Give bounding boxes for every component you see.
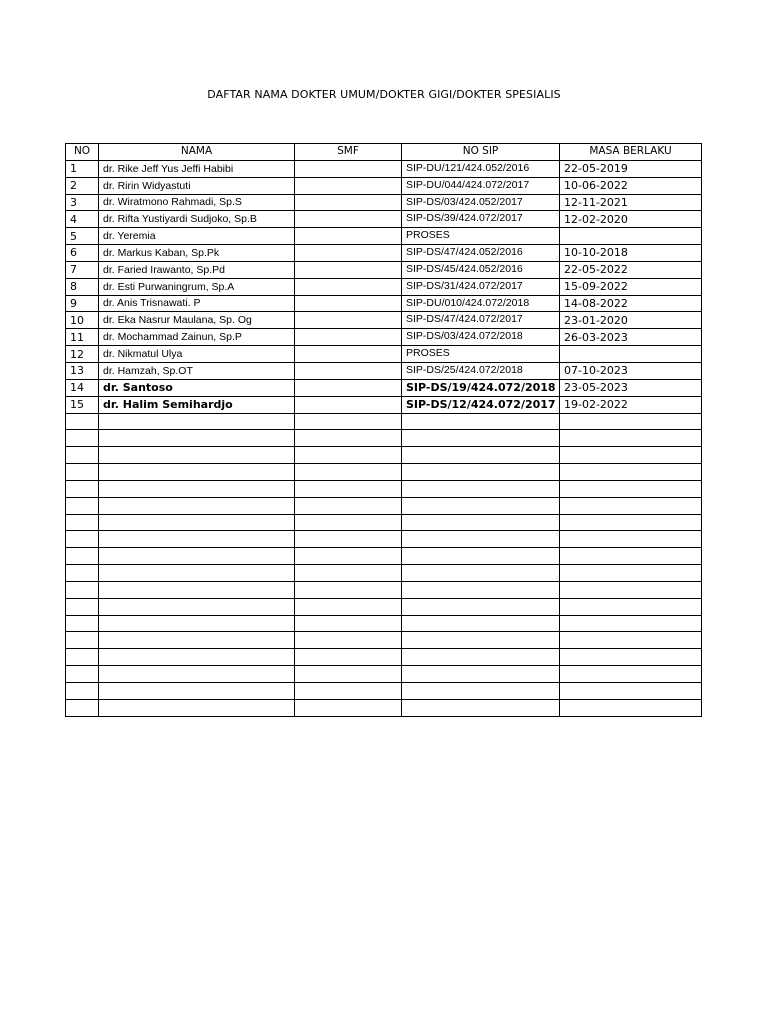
empty-table-row bbox=[66, 514, 702, 531]
empty-cell bbox=[66, 464, 99, 481]
empty-cell bbox=[560, 565, 702, 582]
empty-cell bbox=[402, 565, 560, 582]
empty-cell bbox=[402, 430, 560, 447]
cell-nama: dr. Eka Nasrur Maulana, Sp. Og bbox=[99, 312, 295, 329]
empty-table-row bbox=[66, 565, 702, 582]
empty-cell bbox=[402, 548, 560, 565]
empty-cell bbox=[560, 480, 702, 497]
empty-cell bbox=[402, 598, 560, 615]
empty-cell bbox=[295, 565, 402, 582]
cell-no: 6 bbox=[66, 245, 99, 262]
empty-cell bbox=[99, 632, 295, 649]
empty-cell bbox=[66, 699, 99, 716]
table-row bbox=[66, 379, 702, 396]
cell-no-sip: SIP-DU/010/424.072/2018 bbox=[402, 295, 560, 312]
empty-cell bbox=[560, 514, 702, 531]
table-header-row bbox=[66, 144, 702, 161]
empty-cell bbox=[560, 548, 702, 565]
cell-no: 5 bbox=[66, 228, 99, 245]
cell-nama: dr. Nikmatul Ulya bbox=[99, 346, 295, 363]
empty-cell bbox=[99, 430, 295, 447]
empty-cell bbox=[402, 447, 560, 464]
empty-table-row bbox=[66, 430, 702, 447]
empty-cell bbox=[295, 581, 402, 598]
cell-nama: dr. Markus Kaban, Sp.Pk bbox=[99, 245, 295, 262]
empty-cell bbox=[560, 666, 702, 683]
cell-masa-berlaku: 10-06-2022 bbox=[560, 177, 702, 194]
cell-masa-berlaku: 26-03-2023 bbox=[560, 329, 702, 346]
cell-no-sip: SIP-DS/47/424.052/2016 bbox=[402, 245, 560, 262]
empty-cell bbox=[99, 649, 295, 666]
cell-masa-berlaku bbox=[560, 228, 702, 245]
empty-cell bbox=[295, 413, 402, 430]
empty-cell bbox=[295, 598, 402, 615]
cell-smf bbox=[295, 362, 402, 379]
empty-cell bbox=[66, 565, 99, 582]
empty-cell bbox=[402, 480, 560, 497]
empty-cell bbox=[99, 615, 295, 632]
cell-smf bbox=[295, 211, 402, 228]
empty-cell bbox=[560, 497, 702, 514]
empty-cell bbox=[99, 565, 295, 582]
cell-nama: dr. Esti Purwaningrum, Sp.A bbox=[99, 278, 295, 295]
cell-no: 1 bbox=[66, 160, 99, 177]
cell-no-sip: PROSES bbox=[402, 346, 560, 363]
empty-cell bbox=[295, 497, 402, 514]
empty-cell bbox=[99, 464, 295, 481]
empty-cell bbox=[560, 632, 702, 649]
empty-cell bbox=[99, 683, 295, 700]
table-body bbox=[66, 160, 702, 716]
table-row bbox=[66, 346, 702, 363]
table-row bbox=[66, 245, 702, 262]
empty-table-row bbox=[66, 632, 702, 649]
empty-cell bbox=[295, 514, 402, 531]
empty-cell bbox=[66, 666, 99, 683]
cell-nama: dr. Rike Jeff Yus Jeffi Habibi bbox=[99, 160, 295, 177]
empty-table-row bbox=[66, 649, 702, 666]
empty-cell bbox=[560, 447, 702, 464]
cell-smf bbox=[295, 329, 402, 346]
cell-no-sip: SIP-DS/12/424.072/2017 bbox=[402, 396, 560, 413]
cell-nama: dr. Faried Irawanto, Sp.Pd bbox=[99, 261, 295, 278]
cell-no-sip: SIP-DS/03/424.072/2018 bbox=[402, 329, 560, 346]
document-title: DAFTAR NAMA DOKTER UMUM/DOKTER GIGI/DOKTER SPESIALIS bbox=[207, 88, 561, 101]
cell-nama: dr. Santoso bbox=[99, 379, 295, 396]
empty-table-row bbox=[66, 683, 702, 700]
empty-cell bbox=[66, 480, 99, 497]
empty-cell bbox=[66, 683, 99, 700]
cell-nama: dr. Wiratmono Rahmadi, Sp.S bbox=[99, 194, 295, 211]
cell-masa-berlaku: 07-10-2023 bbox=[560, 362, 702, 379]
cell-smf bbox=[295, 346, 402, 363]
empty-cell bbox=[402, 581, 560, 598]
cell-no: 13 bbox=[66, 362, 99, 379]
cell-nama: dr. Rifta Yustiyardi Sudjoko, Sp.B bbox=[99, 211, 295, 228]
empty-cell bbox=[560, 464, 702, 481]
table-row bbox=[66, 295, 702, 312]
empty-cell bbox=[66, 447, 99, 464]
empty-cell bbox=[402, 699, 560, 716]
empty-cell bbox=[295, 699, 402, 716]
empty-cell bbox=[66, 632, 99, 649]
empty-table-row bbox=[66, 581, 702, 598]
empty-cell bbox=[560, 531, 702, 548]
cell-nama: dr. Mochammad Zainun, Sp.P bbox=[99, 329, 295, 346]
cell-no-sip: SIP-DU/121/424.052/2016 bbox=[402, 160, 560, 177]
table-row bbox=[66, 211, 702, 228]
cell-nama: dr. Anis Trisnawati. P bbox=[99, 295, 295, 312]
empty-cell bbox=[560, 581, 702, 598]
empty-cell bbox=[295, 683, 402, 700]
cell-no: 4 bbox=[66, 211, 99, 228]
empty-cell bbox=[99, 447, 295, 464]
cell-no: 8 bbox=[66, 278, 99, 295]
empty-cell bbox=[295, 531, 402, 548]
table-row bbox=[66, 312, 702, 329]
cell-nama: dr. Hamzah, Sp.OT bbox=[99, 362, 295, 379]
header-no-sip: NO SIP bbox=[402, 144, 560, 161]
cell-masa-berlaku: 22-05-2019 bbox=[560, 160, 702, 177]
empty-cell bbox=[402, 413, 560, 430]
empty-cell bbox=[295, 464, 402, 481]
empty-cell bbox=[560, 413, 702, 430]
cell-no-sip: SIP-DS/47/424.072/2017 bbox=[402, 312, 560, 329]
table-row bbox=[66, 160, 702, 177]
header-smf: SMF bbox=[295, 144, 402, 161]
cell-no-sip: SIP-DS/45/424.052/2016 bbox=[402, 261, 560, 278]
cell-masa-berlaku: 12-02-2020 bbox=[560, 211, 702, 228]
empty-table-row bbox=[66, 531, 702, 548]
cell-smf bbox=[295, 228, 402, 245]
cell-no: 3 bbox=[66, 194, 99, 211]
empty-cell bbox=[295, 666, 402, 683]
empty-table-row bbox=[66, 447, 702, 464]
cell-nama: dr. Halim Semihardjo bbox=[99, 396, 295, 413]
empty-table-row bbox=[66, 666, 702, 683]
cell-no: 7 bbox=[66, 261, 99, 278]
table-row bbox=[66, 194, 702, 211]
empty-table-row bbox=[66, 480, 702, 497]
table-row bbox=[66, 177, 702, 194]
cell-smf bbox=[295, 379, 402, 396]
empty-cell bbox=[402, 649, 560, 666]
cell-smf bbox=[295, 177, 402, 194]
cell-no-sip: SIP-DS/19/424.072/2018 bbox=[402, 379, 560, 396]
cell-smf bbox=[295, 295, 402, 312]
empty-cell bbox=[99, 497, 295, 514]
empty-table-row bbox=[66, 497, 702, 514]
empty-cell bbox=[295, 649, 402, 666]
empty-table-row bbox=[66, 615, 702, 632]
empty-cell bbox=[66, 649, 99, 666]
cell-smf bbox=[295, 396, 402, 413]
empty-cell bbox=[560, 615, 702, 632]
cell-masa-berlaku: 12-11-2021 bbox=[560, 194, 702, 211]
cell-smf bbox=[295, 261, 402, 278]
cell-smf bbox=[295, 312, 402, 329]
empty-cell bbox=[402, 497, 560, 514]
empty-cell bbox=[66, 598, 99, 615]
empty-cell bbox=[99, 598, 295, 615]
cell-no-sip: SIP-DS/39/424.072/2017 bbox=[402, 211, 560, 228]
cell-masa-berlaku: 19-02-2022 bbox=[560, 396, 702, 413]
cell-no: 2 bbox=[66, 177, 99, 194]
empty-cell bbox=[66, 497, 99, 514]
cell-smf bbox=[295, 194, 402, 211]
empty-cell bbox=[560, 699, 702, 716]
empty-cell bbox=[402, 615, 560, 632]
empty-cell bbox=[66, 615, 99, 632]
cell-no: 12 bbox=[66, 346, 99, 363]
empty-cell bbox=[560, 683, 702, 700]
empty-cell bbox=[99, 413, 295, 430]
empty-cell bbox=[560, 649, 702, 666]
empty-cell bbox=[295, 632, 402, 649]
empty-cell bbox=[402, 666, 560, 683]
empty-cell bbox=[295, 447, 402, 464]
empty-cell bbox=[560, 430, 702, 447]
table-row bbox=[66, 261, 702, 278]
header-masa-berlaku: MASA BERLAKU bbox=[560, 144, 702, 161]
cell-masa-berlaku: 14-08-2022 bbox=[560, 295, 702, 312]
empty-cell bbox=[402, 464, 560, 481]
empty-cell bbox=[402, 531, 560, 548]
doctor-table bbox=[65, 143, 702, 717]
empty-table-row bbox=[66, 413, 702, 430]
cell-masa-berlaku: 23-05-2023 bbox=[560, 379, 702, 396]
cell-smf bbox=[295, 245, 402, 262]
empty-cell bbox=[295, 548, 402, 565]
empty-cell bbox=[99, 581, 295, 598]
empty-cell bbox=[99, 514, 295, 531]
cell-no: 10 bbox=[66, 312, 99, 329]
table-row bbox=[66, 362, 702, 379]
empty-table-row bbox=[66, 464, 702, 481]
cell-masa-berlaku: 23-01-2020 bbox=[560, 312, 702, 329]
header-nama: NAMA bbox=[99, 144, 295, 161]
table-row bbox=[66, 329, 702, 346]
empty-cell bbox=[295, 615, 402, 632]
empty-cell bbox=[402, 632, 560, 649]
empty-cell bbox=[66, 430, 99, 447]
empty-cell bbox=[99, 699, 295, 716]
empty-table-row bbox=[66, 548, 702, 565]
table-row bbox=[66, 228, 702, 245]
empty-cell bbox=[66, 531, 99, 548]
empty-cell bbox=[66, 514, 99, 531]
empty-cell bbox=[66, 548, 99, 565]
empty-table-row bbox=[66, 699, 702, 716]
cell-masa-berlaku: 15-09-2022 bbox=[560, 278, 702, 295]
empty-cell bbox=[66, 413, 99, 430]
empty-cell bbox=[66, 581, 99, 598]
cell-masa-berlaku: 10-10-2018 bbox=[560, 245, 702, 262]
cell-no-sip: SIP-DS/25/424.072/2018 bbox=[402, 362, 560, 379]
empty-cell bbox=[560, 598, 702, 615]
empty-cell bbox=[99, 480, 295, 497]
cell-no: 11 bbox=[66, 329, 99, 346]
cell-smf bbox=[295, 278, 402, 295]
table-row bbox=[66, 396, 702, 413]
cell-masa-berlaku bbox=[560, 346, 702, 363]
empty-cell bbox=[99, 548, 295, 565]
cell-no: 9 bbox=[66, 295, 99, 312]
cell-smf bbox=[295, 160, 402, 177]
cell-no: 14 bbox=[66, 379, 99, 396]
empty-cell bbox=[99, 531, 295, 548]
empty-cell bbox=[99, 666, 295, 683]
empty-cell bbox=[402, 683, 560, 700]
header-no: NO bbox=[66, 144, 99, 161]
cell-no-sip: SIP-DU/044/424.072/2017 bbox=[402, 177, 560, 194]
empty-cell bbox=[295, 480, 402, 497]
table-row bbox=[66, 278, 702, 295]
cell-nama: dr. Ririn Widyastuti bbox=[99, 177, 295, 194]
cell-masa-berlaku: 22-05-2022 bbox=[560, 261, 702, 278]
cell-nama: dr. Yeremia bbox=[99, 228, 295, 245]
empty-cell bbox=[295, 430, 402, 447]
empty-table-row bbox=[66, 598, 702, 615]
cell-no: 15 bbox=[66, 396, 99, 413]
cell-no-sip: PROSES bbox=[402, 228, 560, 245]
empty-cell bbox=[402, 514, 560, 531]
cell-no-sip: SIP-DS/31/424.072/2017 bbox=[402, 278, 560, 295]
cell-no-sip: SIP-DS/03/424.052/2017 bbox=[402, 194, 560, 211]
